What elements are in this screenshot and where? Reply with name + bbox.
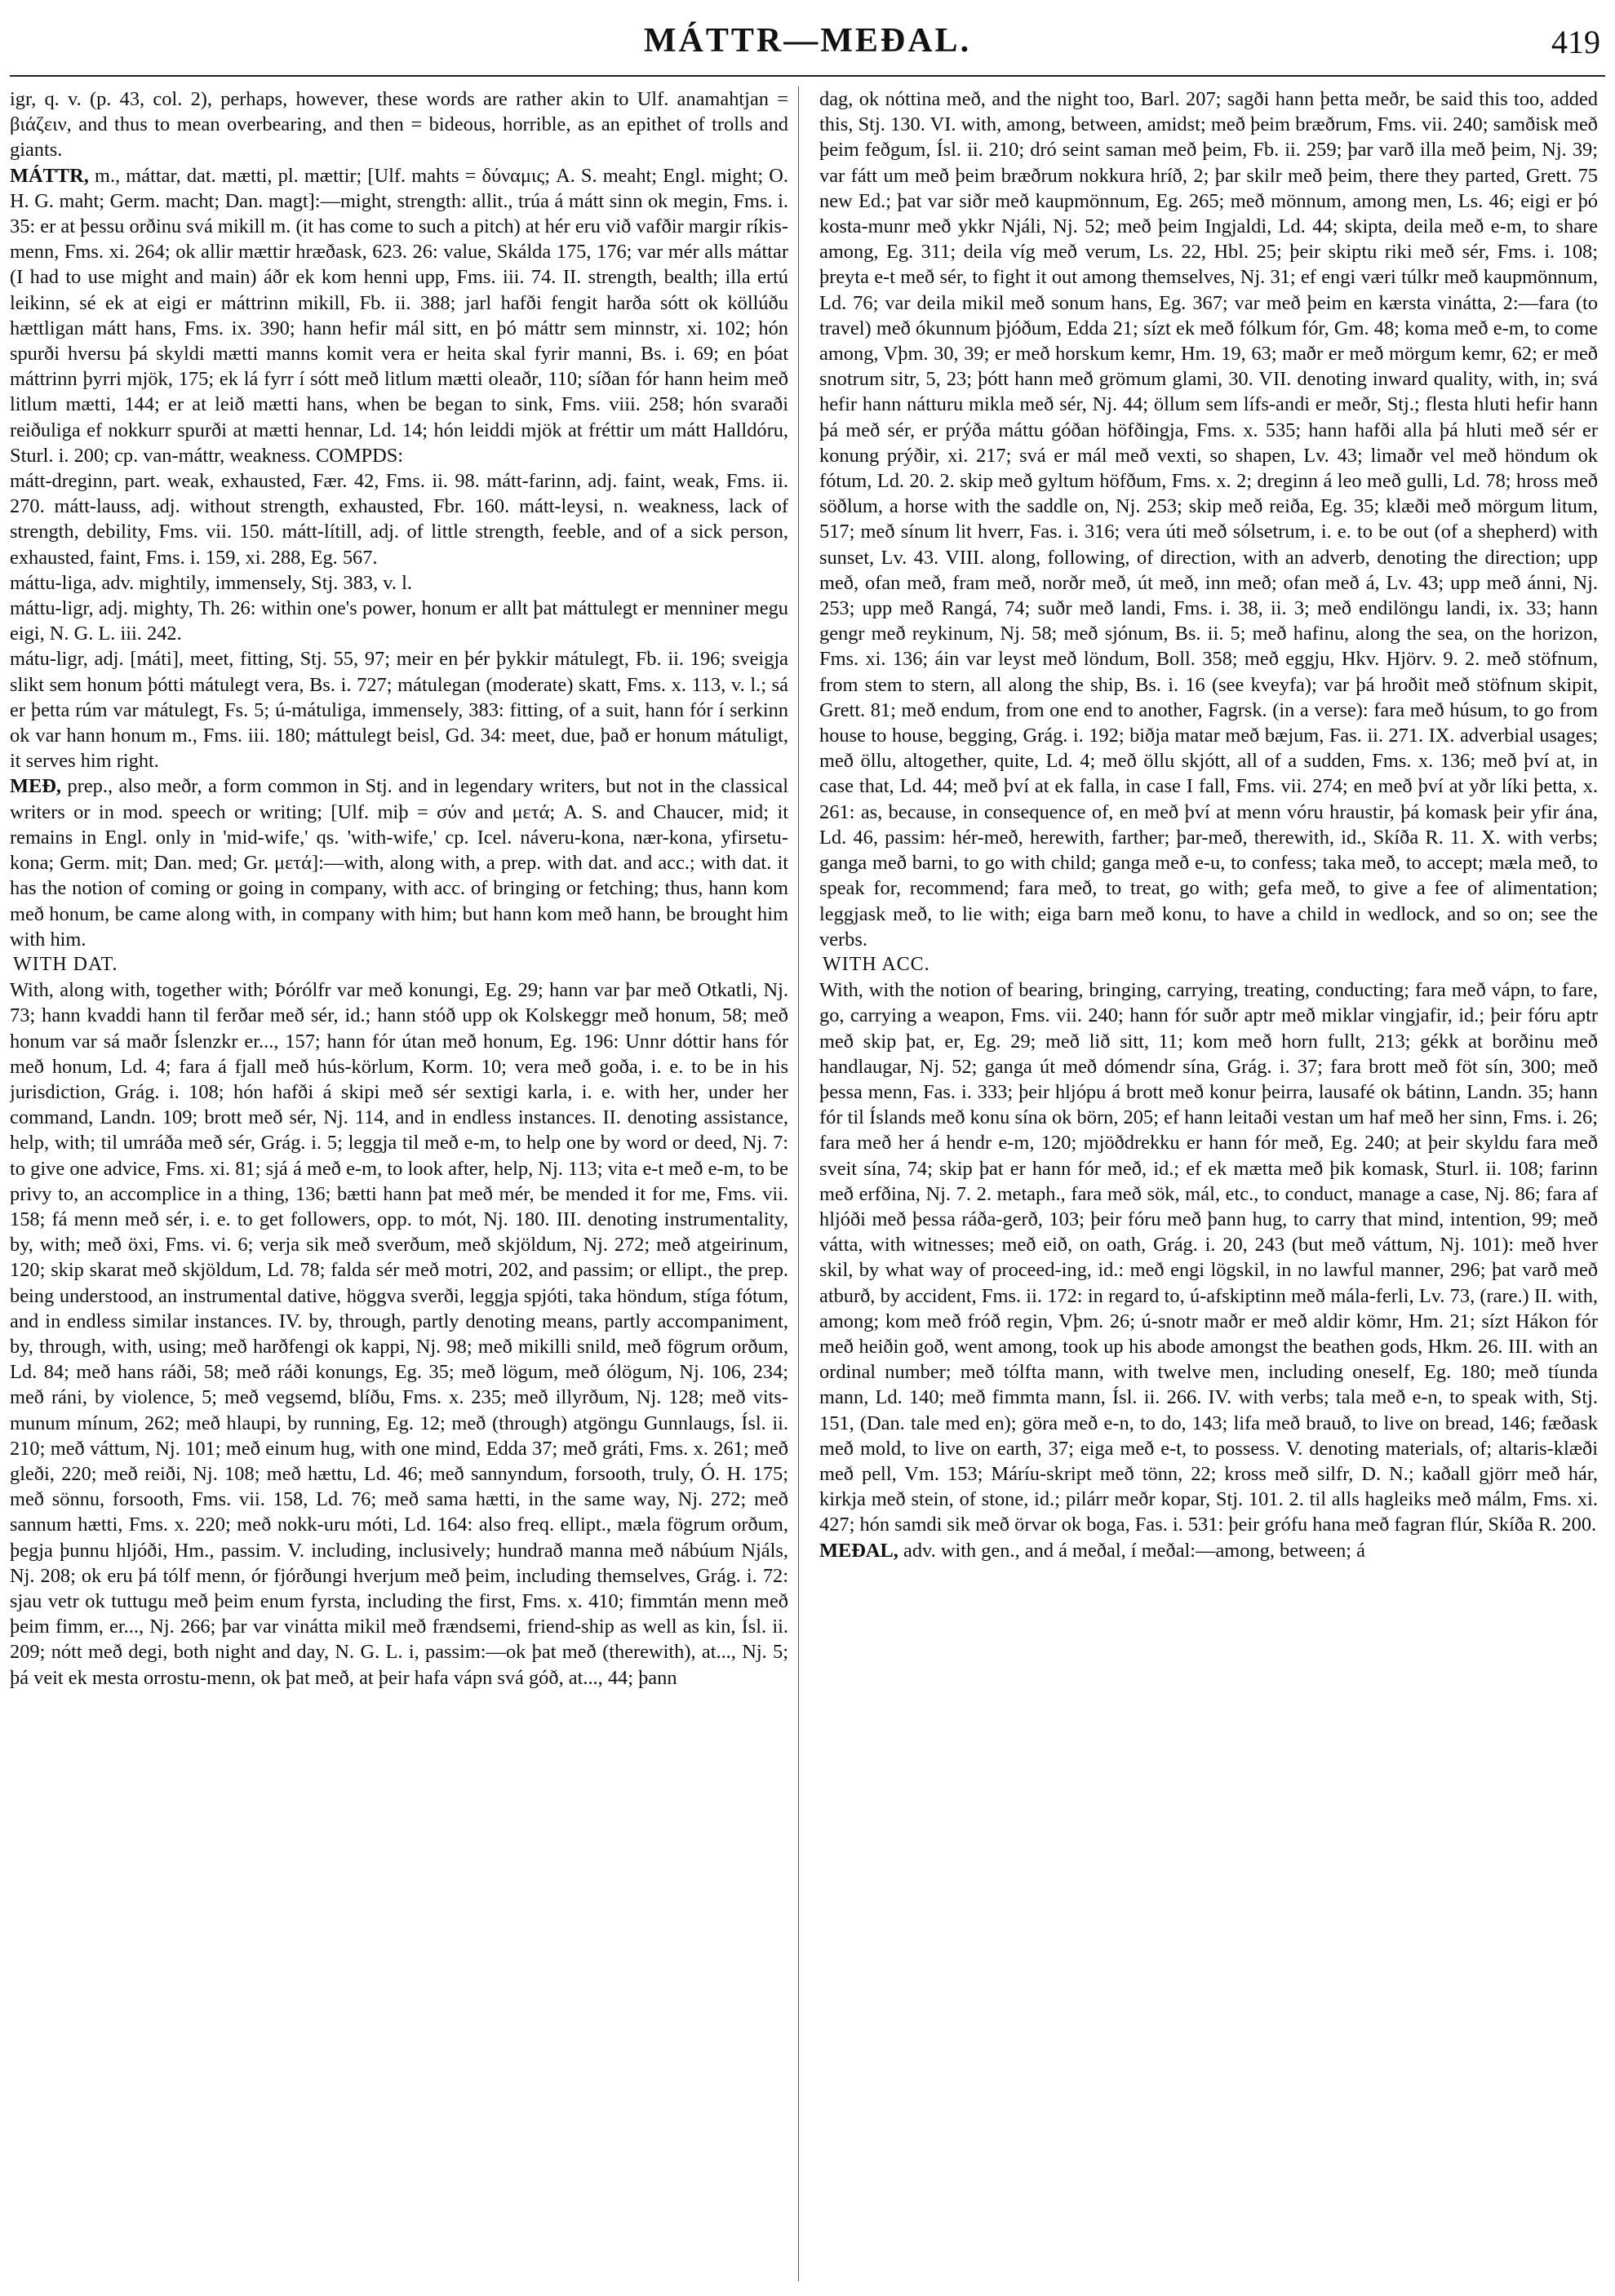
left-column: [10, 86, 788, 2289]
entry-medal-body: adv. with gen., and á meðal, í meðal:—among, between; á: [903, 1539, 1365, 1562]
entry-mattuligr: máttu-ligr, adj. mighty, Th. 26: within one's power, honum er allt þat máttulegt er menniner megu eigi, N. G. L. iii. 242.: [10, 597, 788, 645]
section-with-dat: WITH DAT.: [13, 953, 118, 975]
running-head: [0, 21, 1615, 70]
entry-mattuliga: máttu-liga, adv. mightily, immensely, Stj. 383, v. l.: [10, 571, 412, 594]
entry-matuligr: mátu-ligr, adj. [máti], meet, fitting, Stj. 55, 97; meir en þér þykkir mátulegt, Fb. ii. 196; sveigja slikt sem honum þótti mátulegt vera, Bs. i. 727; mátulegan (moderate) skatt, Fms. x. 113, v. l.; sá er þetta rúm var mátulegt, Fs. 5; ú-mátuliga, immensely, 383: fitting, of a suit, hann fór í serkinn ok var hann honum m., Fms. iii. 180; máttulegt beisl, Gd. 34: meet, due, það er honum mátuligt, it serves him right.: [10, 648, 788, 773]
page-number: 419: [1551, 24, 1600, 60]
right-column: [819, 86, 1598, 2289]
headword-med: MEÐ,: [10, 775, 62, 798]
header-rule: [10, 75, 1605, 77]
page-title: MÁTTR—MEÐAL.: [643, 22, 972, 60]
entry-medal: [819, 1538, 1598, 1563]
entry-mattr-body: m., máttar, dat. mætti, pl. mættir; [Ulf. mahts = δύναμις; A. S. meaht; Engl. might; O. H. G. maht; Germ. macht; Dan. magt]:—might, strength: allit., trúa á mátt sinn ok megin, Fms. i. 35: er at þessu orðinu svá mikill m. (it has come to such a pitch) at hér eru við vafðir margir ríkis-menn, Fms. xi. 264; ok allir mættir hræðask, 623. 26: value, Skálda 175, 176; var mér alls máttar (I had to use might and main) áðr ek kom henni upp, Fms. iii. 74. II. strength, bealth; illa ertú leikinn, sé ek at eigi er máttrinn mikill, Fb. ii. 388; jarl hafði fengit harða sótt ok köllúðu hættligan mátt hans, Fms. ix. 390; hann hefir mál sitt, en þó máttr sem minnstr, xi. 102; hón spurði hversu þá skyldi mætti manns komit vera er heita skal fyrir manni, Bs. i. 69; en þóat máttrinn þyrri mjök, 175; ek lá fyrr í sótt með litlum mætti oleaðr, 110; síðan fór hann heim með litlum mætti, 144; er at leið mætti hans, when be began to sink, Fms. viii. 258; hón svaraði reiðuliga ef nokkurr spurði at mætti hennar, Ld. 14; hón leiddi mjök at fréttir um mátt Halldóru, Sturl. i. 200; cp. van-máttr, weakness. COMPDS:: [10, 164, 788, 467]
section-with-acc: WITH ACC.: [823, 953, 930, 975]
entry-med-accusative: With, with the notion of bearing, bringing, carrying, treating, conducting; fara með vápn, to fare, go, carrying a weapon, Fms. vii. 240; hann fór suðr aptr með miklar vingjafir, id.; þeir fóru aptr með skip þat, er, Eg. 29; með lið sitt, 11; kom með horn fullt, 213; gékk at borðinu með handlaugar, Nj. 52; ganga út með dómendr sína, Grág. i. 37; fara brott með föt sín, 300; með þessa menn, Fas. i. 333; þeir hljópu á brott með konur þeirra, lausafé ok bátinn, Landn. 35; hann fór til Íslands með konu sína ok börn, 205; ef hann leitaði vestan um haf með her sinn, Fms. i. 26; fara með her á hendr e-m, 120; mjöðdrekku er hann fór með, Eg. 240; at þeir skyldu fara með sveit sína, 74; skip þat er hann fór með, id.; ef ek mætta með þik komask, Sturl. ii. 108; farinn með erfðina, Nj. 7. 2. metaph., fara með sök, mál, etc., to conduct, manage a case, Nj. 86; fara af hljóði með þessa ráða-gerð, 103; þeir fóru með þann hug, to carry that mind, intention, 99; með vátta, with witnesses; með eið, on oath, Grág. i. 20, 243 (but með váttum, Nj. 101): með hver skil, by what way of proceed-ing, id.: með engi lögskil, in no lawful manner, 296; þat varð með atburð, by accident, Fms. ii. 172: in regard to, ú-afskiptinn með mála-ferli, Lv. 73, (rare.) II. with, among; kom með fróð regin, Vþm. 26; ú-snotr maðr er með aldir kömr, Hm. 21; sízt Hákon fór með heiðin goð, went among, took up his abode amongst the beathen gods, Hkm. 26. III. with an ordinal number; með tólfta mann, with twelve men, including oneself, Eg. 180; með tíunda mann, Ld. 140; með fimmta mann, Ísl. ii. 266. IV. with verbs; tala með e-n, to speak with, Stj. 151, (Dan. tale med en); göra með e-n, to do, 143; lifa með brauð, to live on bread, 146; fæðask með mold, to live on earth, 37; eiga með e-t, to possess. V. denoting materials, of; altaris-klæði með pell, Vm. 153; Máríu-skript með tönn, 22; kross með silfr, D. N.; kaðall gjörr með hár, kirkja með stein, of stone, id.; pilárr meðr kopar, Stj. 101. 2. til alls hagleiks með málm, Fms. xi. 427; hón samdi sik með örvar ok boga, Fas. i. 531: þeir grófu hana með fagran flúr, Skíða R. 200.: [819, 979, 1598, 1536]
entry-mattr-compounds: mátt-dreginn, part. weak, exhausted, Fær. 42, Fms. ii. 98. mátt-farinn, adj. faint, weak, Fms. ii. 270. mátt-lauss, adj. without strength, exhausted, Fbr. 160. mátt-leysi, n. weakness, lack of strength, debility, Fms. vii. 150. mátt-lítill, adj. of little strength, feeble, and of a sick person, exhausted, faint, Fms. i. 159, xi. 288, Eg. 567.: [10, 470, 788, 569]
entry-med-dative: With, along with, together with; Þórólfr var með konungi, Eg. 29; hann var þar með Otkatli, Nj. 73; hann kvaddi hann til ferðar með sér, id.; hann stóð upp ok Kolskeggr með honum, 58; með honum var sá maðr Íslenzkr er..., 157; hann fór útan með honum, Eg. 196: Unnr dóttir hans fór með honum, Ld. 4; fara á fjall með hús-körlum, Korm. 10; vera með goða, i. e. to be in his jurisdiction, Grág. i. 108; hón hafði á skipi með sér sextigi karla, i. e. with her, under her command, Landn. 109; brott með sér, Nj. 114, and in endless instances. II. denoting assistance, help, with; til umráða með sér, Grág. i. 5; leggja til með e-m, to help one by word or deed, Nj. 7: to give one advice, Fms. xi. 81; sjá á með e-m, to look after, help, Nj. 113; vita e-t með e-m, to be privy to, an accomplice in a thing, 136; bætti hann þat með mér, be mended it for me, Fms. vii. 158; fá menn með sér, i. e. to get followers, opp. to mót, Nj. 180. III. denoting instrumentality, by, with; með öxi, Fms. vi. 6; verja sik með sverðum, með skjöldum, Nj. 272; með atgeirinum, 120; skip skarat með skjöldum, Ld. 78; falda sér með motri, 202, and passim; or ellipt., the prep. being understood, an instrumental dative, höggva sverði, leggja spjóti, taka höndum, stíga fótum, and in endless similar instances. IV. by, through, partly denoting means, partly accompaniment, by, through, with, using; með harðfengi ok kappi, Nj. 98; með mikilli snild, með fögrum orðum, Ld. 84; með hans ráði, 58; með ráði konungs, Eg. 35; með lögum, með ólögum, Nj. 106, 234; með ráni, by violence, 5; með vegsemd, blíðu, Fms. x. 235; með illyrðum, Nj. 128; með vits-munum mínum, 262; með hlaupi, by running, Eg. 12; með (through) atgöngu Gunnlaugs, Ísl. ii. 210; með váttum, Nj. 101; með einum hug, with one mind, Edda 37; með gráti, Fms. x. 261; með gleði, 220; með reiði, Nj. 108; með hættu, Ld. 46; með sannyndum, forsooth, truly, Ó. H. 175; með sönnu, forsooth, Fms. vii. 158, Ld. 76; með sama hætti, in the same way, Nj. 272; með sannum hætti, Fms. x. 220; með nokk-uru móti, Ld. 164: also freq. ellipt., mæla fögrum orðum, þegja þunnu hljóði, Hm., passim. V. including, inclusively; hundrað manna með nábúum Njáls, Nj. 208; ok eru þá tólf menn, ór fjórðungi hverjum með þeim, including themselves, Grág. i. 72: sjau vetr ok tuttugu með þeim enum fyrsta, including the first, Fms. x. 410; fimmtán menn með þeim fimm, er..., Nj. 266; þar var vinátta mikil með frændsemi, friend-ship as well as kin, Ísl. ii. 209; nótt með degi, both night and day, N. G. L. i, passim:—ok þat með (therewith), at..., Nj. 5; þá veit ek mesta orrostu-menn, ok þat með, at þeir hafa vápn svá góð, at..., 44; þann: [10, 979, 788, 1689]
entry-med-body: prep., also meðr, a form common in Stj. and in legendary writers, but not in the classical writers or in mod. speech or writing; [Ulf. miþ = σύν and μετά; A. S. and Chaucer, mid; it remains in Engl. only in 'mid-wife,' qs. 'with-wife,' cp. Icel. náveru-kona, nær-kona, yfirsetu-kona; Germ. mit; Dan. med; Gr. μετά]:—with, along with, a prep. with dat. and acc.; with dat. it has the notion of coming or going in company, with acc. of bringing or fetching; thus, hann kom með honum, be came along with, in company with him; but hann kom með hann, be brought him with him.: [10, 775, 788, 951]
headword-mattr: MÁTTR,: [10, 164, 89, 187]
entry-med: [10, 773, 788, 951]
column-divider: [798, 86, 799, 2281]
headword-medal: MEÐAL,: [819, 1539, 898, 1562]
entry-continuation: igr, q. v. (p. 43, col. 2), perhaps, however, these words are rather akin to Ulf. anamahtjan = βιάζειν, and thus to mean overbearing, and then = bideous, horrible, as an epithet of trolls and giants.: [10, 88, 788, 162]
entry-mattr: [10, 163, 788, 468]
entry-med-dative-cont: dag, ok nóttina með, and the night too, Barl. 207; sagði hann þetta meðr, be said this too, added this, Stj. 130. VI. with, among, between, amidst; með þeim bræðrum, Fms. vii. 240; samðisk með þeim feðgum, Ísl. ii. 210; dró seint saman með þeim, Fb. ii. 259; þar varð illa með þeim, Nj. 39; var fátt um með þeim bræðrum nokkura hríð, 2; þar skilr með þeim, there they parted, Grett. 75 new Ed.; þat var siðr með kaupmönnum, Eg. 265; með mönnum, among men, Ls. 46; eigi er þó kosta-munr með ykkr Njáli, Nj. 52; með þeim Ingjaldi, Ld. 44; skipta, deila með e-m, to share among, Eg. 311; deila víg með verum, Ls. 22, Hbl. 25; þeir skiptu riki með sér, Fms. i. 108; þreyta e-t með sér, to fight it out among themselves, Nj. 31; ef engi væri túlkr með kaupmönnum, Ld. 76; var deila mikil með sonum hans, Eg. 367; var með þeim en kærsta vinátta, 2:—fara (to travel) með ókunnum þjóðum, Edda 21; sízt ek með fólkum fór, Gm. 48; koma með e-m, to come among, Vþm. 30, 39; er með horskum kemr, Hm. 19, 63; maðr er með mörgum kemr, 62; er með snotrum sitr, 5, 23; þótt hann með grömum glami, 30. VII. denoting inward quality, with, in; svá hefir hann nátturu mikla með sér, Nj. 44; öllum sem lífs-andi er meðr, Stj.; flesta hluti hefir hann þá með sér, er prýða máttu góðan höfðingja, Fms. x. 535; hann hafði alla þá hluti með sér er konung prýðir, xi. 217; svá er mál með vexti, so shapen, Lv. 43; limaðr vel með höndum ok fótum, Ld. 20. 2. skip með gyltum höfðum, Fms. x. 2; dreginn á leo með gulli, Ld. 78; hross með söðlum, a horse with the saddle on, Nj. 253; skip með reiða, Eg. 35; klæði með mörgum litum, 517; með sínum lit hverr, Fas. i. 316; vera úti með sólsetrum, i. e. to be out (of a shepherd) with sunset, Lv. 43. VIII. along, following, of direction, with an adverb, denoting the direction; upp með, ofan með, fram með, norðr með, út með, inn með; ofan með á, Lv. 43; upp með ánni, Nj. 253; upp með Rangá, 74; suðr með landi, Fms. i. 38, ii. 3; með endilöngu landi, ix. 33; hann gengr með reykinum, Nj. 58; með sjónum, Bs. ii. 5; með hafinu, along the sea, on the horizon, Fms. xi. 136; áin var leyst með löndum, Boll. 358; með eggju, Hkv. Hjörv. 9. 2. með stöfnum, from stem to stern, all along the ship, Bs. i. 16 (see kveyfa); var þá hroðit með stöfnum skipit, Grett. 81; með endum, from one end to another, Fagrsk. (in a verse): fara með húsum, to go from house to house, begging, Grág. i. 192; biðja matar með bæjum, Fas. ii. 271. IX. adverbial usages; með öllu, altogether, quite, Ld. 4; með öllu skjótt, all of a sudden, Fms. x. 136; með því at, in case that, Ld. 44; með því at ek falla, in case I fall, Fms. vii. 274; en með því at yðr líki þetta, x. 261: as, because, in consequence of, en með því at menn vóru hraustir, þá komask þeir yfir ána, Ld. 46, passim: hér-með, herewith, farther; þar-með, therewith, id., Skíða R. 11. X. with verbs; ganga með barni, to go with child; ganga með e-u, to confess; taka með, to accept; mæla með, to speak for, recommend; fara með, to treat, go with; gefa með, to give a fee of alimentation; leggjask með, to lie with; eiga barn með konu, to have a child in wedlock, and so on; see the verbs.: [819, 88, 1598, 951]
